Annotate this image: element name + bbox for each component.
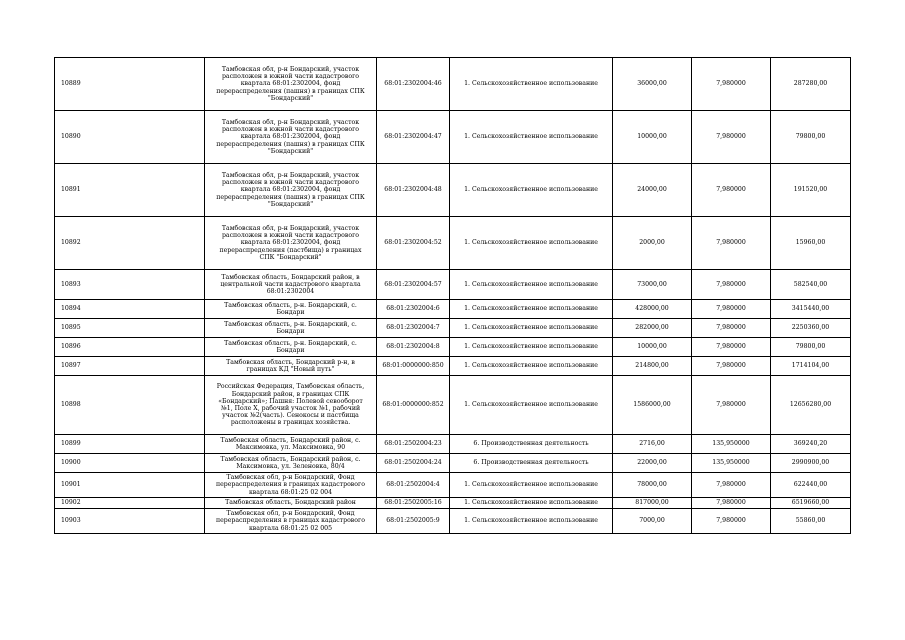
area-cell: 78000,00: [613, 473, 692, 498]
address-cell: Тамбовская обл, р-н Бондарский, Фонд перераспределения в границах кадастрового квартала 68:01:25 02 004: [205, 473, 377, 498]
usage-cell: 1. Сельскохозяйственное использование: [450, 300, 613, 319]
rate-cell: 7,980000: [692, 509, 771, 534]
area-cell: 428000,00: [613, 300, 692, 319]
row-number: 10893: [55, 270, 205, 300]
address-cell: Тамбовская обл, р-н Бондарский, участок расположен в южной части кадастрового квартала 68:01:2302004, фонд перераспределения (пашня) в границах СПК "Бондарский": [205, 111, 377, 164]
area-cell: 214800,00: [613, 357, 692, 376]
table-row: [55, 58, 851, 111]
address-cell: Тамбовская обл, р-н Бондарский, участок расположен в южной части кадастрового квартала 68:01:2302004, фонд перераспределения (пашня) в границах СПК "Бондарский": [205, 164, 377, 217]
usage-cell: 6. Производственная деятельность: [450, 454, 613, 473]
table-row: [55, 300, 851, 319]
row-number: 10891: [55, 164, 205, 217]
usage-cell: 1. Сельскохозяйственное использование: [450, 357, 613, 376]
value-cell: 55860,00: [771, 509, 851, 534]
rate-cell: 7,980000: [692, 357, 771, 376]
value-cell: 3415440,00: [771, 300, 851, 319]
address-cell: Тамбовская обл, р-н Бондарский, участок расположен в южной части кадастрового квартала 68:01:2302004, фонд перераспределения (пашня) в границах СПК "Бондарский": [205, 58, 377, 111]
area-cell: 73000,00: [613, 270, 692, 300]
cadastral-number-cell: 68:01:2302004:52: [377, 217, 450, 270]
cadastral-number-cell: 68:01:2502004:4: [377, 473, 450, 498]
cadastral-number-cell: 68:01:2302004:8: [377, 338, 450, 357]
usage-cell: 1. Сельскохозяйственное использование: [450, 498, 613, 509]
usage-cell: 1. Сельскохозяйственное использование: [450, 217, 613, 270]
cadastral-number-cell: 68:01:2302004:7: [377, 319, 450, 338]
area-cell: 7000,00: [613, 509, 692, 534]
usage-cell: 1. Сельскохозяйственное использование: [450, 473, 613, 498]
rate-cell: 7,980000: [692, 300, 771, 319]
cadastral-number-cell: 68:01:2502005:16: [377, 498, 450, 509]
address-cell: Тамбовская область, р-н. Бондарский, с. Бондари: [205, 338, 377, 357]
area-cell: 2716,00: [613, 435, 692, 454]
rate-cell: 7,980000: [692, 58, 771, 111]
area-cell: 10000,00: [613, 338, 692, 357]
usage-cell: 1. Сельскохозяйственное использование: [450, 58, 613, 111]
row-number: 10890: [55, 111, 205, 164]
table-row: [55, 509, 851, 534]
usage-cell: 1. Сельскохозяйственное использование: [450, 338, 613, 357]
table-row: [55, 357, 851, 376]
rate-cell: 135,950000: [692, 454, 771, 473]
cadastral-number-cell: 68:01:2502005:9: [377, 509, 450, 534]
row-number: 10892: [55, 217, 205, 270]
usage-cell: 1. Сельскохозяйственное использование: [450, 111, 613, 164]
address-cell: Российская Федерация, Тамбовская область, Бондарский район, в границах СПК «Бондарский»; Пашня: Полевой севооборот №1, Поле Х, рабочий участок №1, рабочий участок №2(часть). Сенокосы и пастбища расположены в границах хозяйства.: [205, 376, 377, 435]
cadastral-number-cell: 68:01:2502004:24: [377, 454, 450, 473]
rate-cell: 7,980000: [692, 376, 771, 435]
value-cell: 1714104,00: [771, 357, 851, 376]
address-cell: Тамбовская область, р-н. Бондарский, с. Бондари: [205, 300, 377, 319]
rate-cell: 7,980000: [692, 473, 771, 498]
table-row: [55, 270, 851, 300]
table-row: [55, 454, 851, 473]
rate-cell: 7,980000: [692, 164, 771, 217]
value-cell: 582540,00: [771, 270, 851, 300]
value-cell: 622440,00: [771, 473, 851, 498]
usage-cell: 1. Сельскохозяйственное использование: [450, 319, 613, 338]
cadastral-number-cell: 68:01:2302004:57: [377, 270, 450, 300]
value-cell: 2250360,00: [771, 319, 851, 338]
usage-cell: 1. Сельскохозяйственное использование: [450, 509, 613, 534]
table-row: [55, 338, 851, 357]
address-cell: Тамбовская область, р-н. Бондарский, с. Бондари: [205, 319, 377, 338]
usage-cell: 1. Сельскохозяйственное использование: [450, 164, 613, 217]
row-number: 10897: [55, 357, 205, 376]
row-number: 10889: [55, 58, 205, 111]
table-row: [55, 164, 851, 217]
value-cell: 2990900,00: [771, 454, 851, 473]
cadastral-number-cell: 68:01:2502004:23: [377, 435, 450, 454]
area-cell: 2000,00: [613, 217, 692, 270]
usage-cell: 1. Сельскохозяйственное использование: [450, 376, 613, 435]
cadastral-number-cell: 68:01:2302004:47: [377, 111, 450, 164]
address-cell: Тамбовская область, Бондарский р-н, в границах КД "Новый путь": [205, 357, 377, 376]
table-row: [55, 111, 851, 164]
table-row: [55, 217, 851, 270]
cadastral-number-cell: 68:01:2302004:46: [377, 58, 450, 111]
value-cell: 6519660,00: [771, 498, 851, 509]
value-cell: 15960,00: [771, 217, 851, 270]
row-number: 10898: [55, 376, 205, 435]
row-number: 10895: [55, 319, 205, 338]
rate-cell: 135,950000: [692, 435, 771, 454]
rate-cell: 7,980000: [692, 270, 771, 300]
table-row: [55, 376, 851, 435]
usage-cell: 6. Производственная деятельность: [450, 435, 613, 454]
row-number: 10900: [55, 454, 205, 473]
table-row: [55, 435, 851, 454]
address-cell: Тамбовская обл, р-н Бондарский, участок расположен в южной части кадастрового квартала 68:01:2302004, фонд перераспределения (пастбища) в границах СПК "Бондарский": [205, 217, 377, 270]
value-cell: 369240,20: [771, 435, 851, 454]
value-cell: 79800,00: [771, 111, 851, 164]
table-body: [55, 58, 851, 534]
area-cell: 24000,00: [613, 164, 692, 217]
area-cell: 817000,00: [613, 498, 692, 509]
area-cell: 1586000,00: [613, 376, 692, 435]
rate-cell: 7,980000: [692, 111, 771, 164]
rate-cell: 7,980000: [692, 319, 771, 338]
rate-cell: 7,980000: [692, 217, 771, 270]
cadastral-number-cell: 68:01:0000000:852: [377, 376, 450, 435]
rate-cell: 7,980000: [692, 338, 771, 357]
row-number: 10902: [55, 498, 205, 509]
cadastral-number-cell: 68:01:2302004:48: [377, 164, 450, 217]
table-row: [55, 498, 851, 509]
value-cell: 287280,00: [771, 58, 851, 111]
row-number: 10894: [55, 300, 205, 319]
row-number: 10896: [55, 338, 205, 357]
cadastral-table: [54, 57, 851, 534]
address-cell: Тамбовская обл, р-н Бондарский, Фонд перераспределения в границах кадастрового квартала 68:01:25 02 005: [205, 509, 377, 534]
cadastral-number-cell: 68:01:2302004:6: [377, 300, 450, 319]
rate-cell: 7,980000: [692, 498, 771, 509]
address-cell: Тамбовская область, Бондарский район, в центральной части кадастрового квартала 68:01:2302004: [205, 270, 377, 300]
address-cell: Тамбовская область, Бондарский район, с. Максимовка, ул. Максимовка, 90: [205, 435, 377, 454]
address-cell: Тамбовская область, Бондарский район, с. Максимовка, ул. Зеленовка, 80/4: [205, 454, 377, 473]
document-page: [54, 57, 850, 534]
address-cell: Тамбовская область, Бондарский район: [205, 498, 377, 509]
area-cell: 10000,00: [613, 111, 692, 164]
area-cell: 282000,00: [613, 319, 692, 338]
area-cell: 22000,00: [613, 454, 692, 473]
row-number: 10903: [55, 509, 205, 534]
value-cell: 12656280,00: [771, 376, 851, 435]
cadastral-number-cell: 68:01:0000000:850: [377, 357, 450, 376]
table-row: [55, 473, 851, 498]
table-row: [55, 319, 851, 338]
value-cell: 191520,00: [771, 164, 851, 217]
area-cell: 36000,00: [613, 58, 692, 111]
value-cell: 79800,00: [771, 338, 851, 357]
row-number: 10899: [55, 435, 205, 454]
usage-cell: 1. Сельскохозяйственное использование: [450, 270, 613, 300]
row-number: 10901: [55, 473, 205, 498]
